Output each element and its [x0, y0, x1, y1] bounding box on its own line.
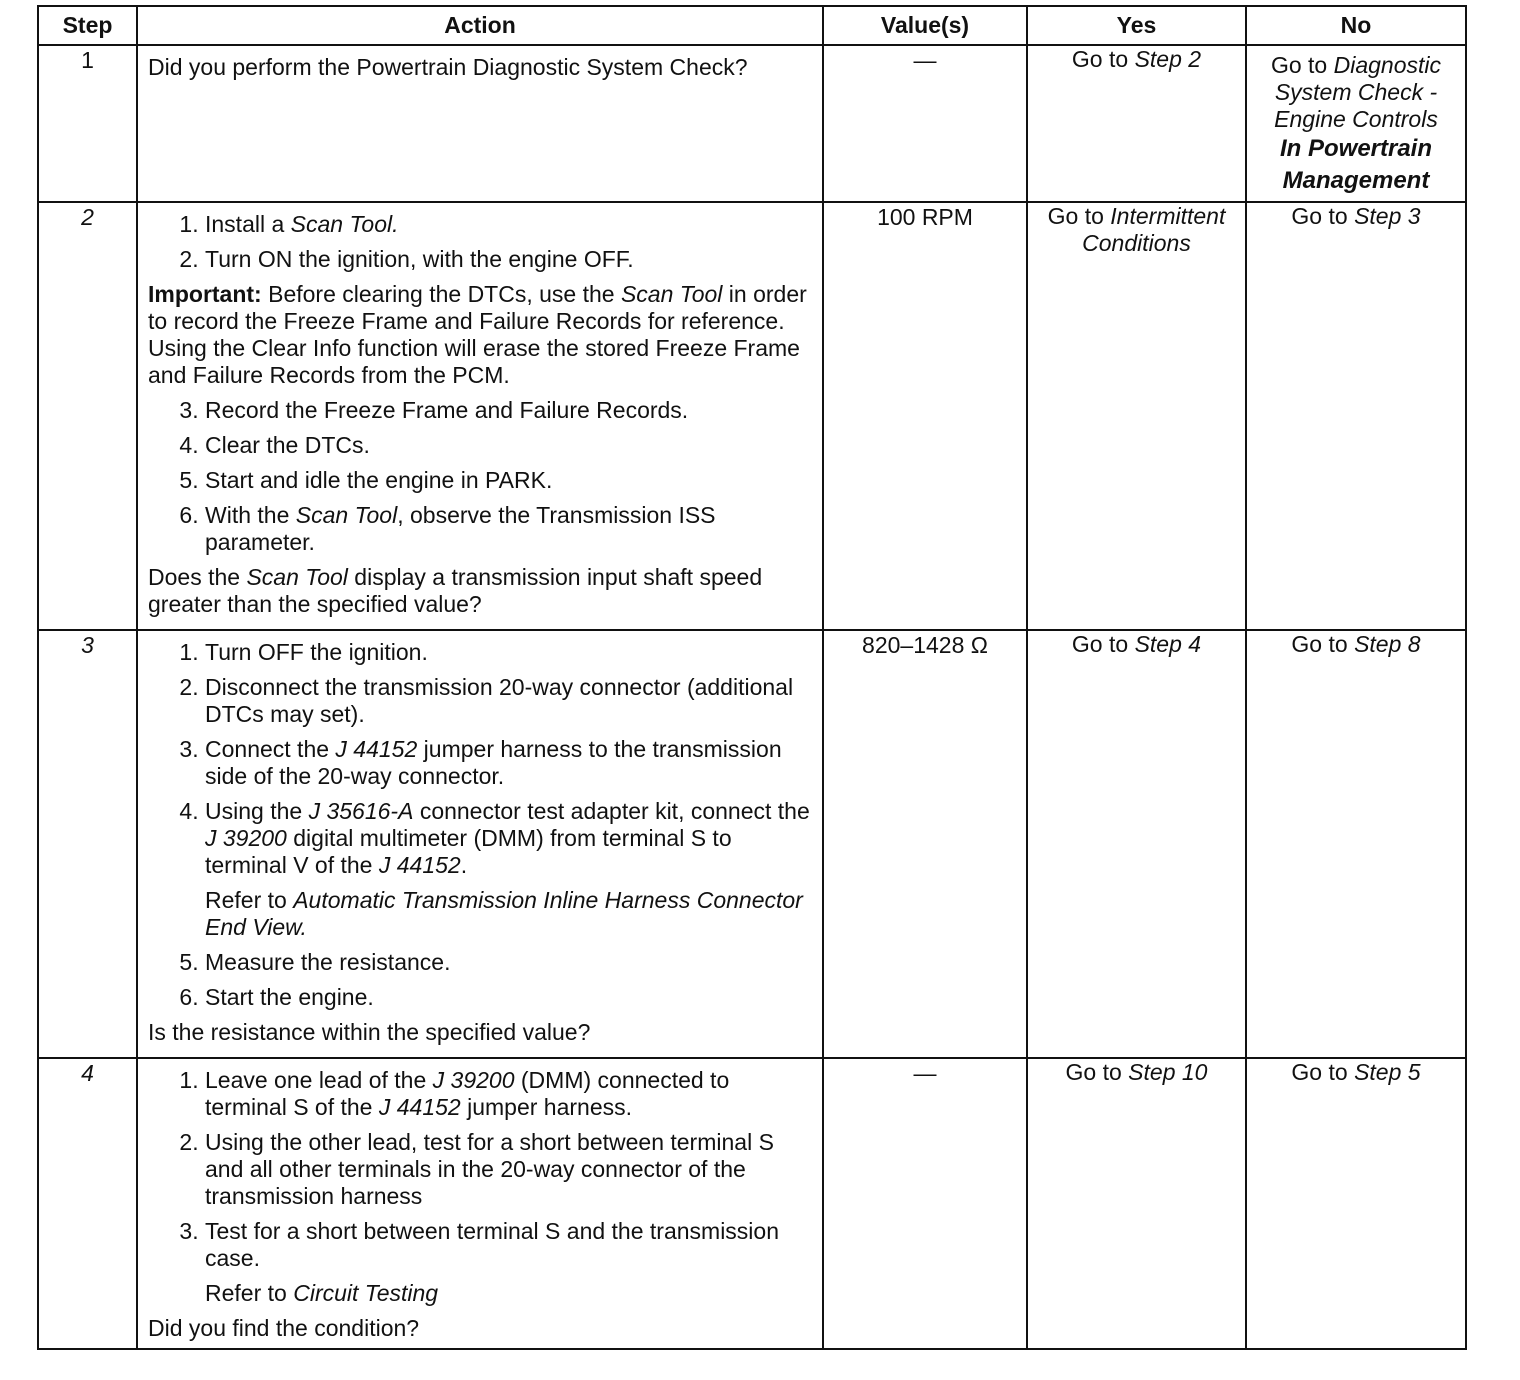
refer-note: Refer to Circuit Testing	[205, 1280, 439, 1306]
no-cell	[1246, 45, 1466, 202]
header-action: Action	[137, 6, 823, 45]
yes-cell	[1027, 1058, 1246, 1349]
go-to-label: Go to	[1291, 631, 1348, 657]
header-no: No	[1246, 6, 1466, 45]
action-step: 3. Test for a short between terminal S and the transmission case. Refer to Circuit Testing	[205, 1218, 814, 1307]
step-reference-link[interactable]: Step 10	[1128, 1059, 1208, 1085]
action-step: 3. Record the Freeze Frame and Failure Records.	[205, 397, 814, 424]
action-cell	[137, 45, 823, 202]
action-step: 3. Connect the J 44152 jumper harness to the transmission side of the 20-way connector.	[205, 736, 814, 790]
yes-cell	[1027, 45, 1246, 202]
action-steps	[148, 1067, 814, 1307]
important-note: Important: Before clearing the DTCs, use the Scan Tool in order to record the Freeze Frame and Failure Records for reference. Using the Clear Info function will erase the stored Freeze Frame and Failure Records from the PCM.	[148, 281, 807, 388]
table-row	[38, 630, 1466, 1058]
value-cell: 820–1428 Ω	[823, 630, 1027, 1058]
action-question: Did you perform the Powertrain Diagnostic System Check?	[148, 54, 748, 80]
reference-link[interactable]: Circuit Testing	[293, 1280, 439, 1306]
go-to-label: Go to	[1270, 52, 1328, 78]
action-cell	[137, 630, 823, 1058]
yes-cell	[1027, 202, 1246, 630]
step-number: 3	[38, 630, 137, 1058]
ref-line: Engine Controls	[1274, 106, 1438, 132]
yes-cell	[1027, 630, 1246, 1058]
action-step: 1. Leave one lead of the J 39200 (DMM) connected to terminal S of the J 44152 jumper harness.	[205, 1067, 814, 1121]
diagnostic-table	[37, 5, 1467, 1350]
header-step: Step	[38, 6, 137, 45]
step-reference-link[interactable]: Step 2	[1134, 46, 1202, 72]
go-to-label: Go to	[1291, 1059, 1348, 1085]
no-cell	[1246, 1058, 1466, 1349]
action-step: 2. Disconnect the transmission 20-way connector (additional DTCs may set).	[205, 674, 814, 728]
action-question: Does the Scan Tool display a transmission input shaft speed greater than the specified value?	[148, 564, 763, 617]
header-row	[38, 6, 1466, 45]
value-cell: 100 RPM	[823, 202, 1027, 630]
table-row	[38, 202, 1466, 630]
action-cell	[137, 202, 823, 630]
go-to-label: Go to	[1071, 46, 1129, 72]
table-row	[38, 45, 1466, 202]
ref-line-bold: In Powertrain	[1279, 135, 1433, 162]
go-to-label: Go to	[1065, 1059, 1122, 1085]
ref-line: Conditions	[1082, 230, 1191, 256]
step-number: 4	[38, 1058, 137, 1349]
step-number: 1	[38, 45, 137, 202]
ref-line: System Check -	[1274, 79, 1438, 105]
refer-note: Refer to Automatic Transmission Inline Harness Connector End View.	[205, 887, 803, 940]
action-steps	[148, 397, 814, 556]
action-step: 2. Turn ON the ignition, with the engine OFF.	[205, 246, 814, 273]
step-reference-link[interactable]: Step 5	[1354, 1059, 1421, 1085]
ref-line-bold: Management	[1282, 167, 1430, 194]
action-step: 4. Using the J 35616-A connector test adapter kit, connect the J 39200 digital multimeter (DMM) from terminal S to terminal V of the J 44152. Refer to Automatic Transmission Inline Harness Connector End View.	[205, 798, 814, 941]
step-reference-link[interactable]: Step 4	[1134, 631, 1202, 657]
reference-link[interactable]: Automatic Transmission Inline Harness Connector End View.	[205, 887, 803, 940]
action-steps	[148, 639, 814, 1011]
step-reference-link[interactable]: Step 3	[1354, 203, 1421, 229]
no-cell	[1246, 202, 1466, 630]
table-row	[38, 1058, 1466, 1349]
go-to-label: Go to	[1071, 631, 1129, 657]
no-reference-link[interactable]	[1249, 52, 1463, 197]
action-step: 5. Start and idle the engine in PARK.	[205, 467, 814, 494]
action-step: 6. Start the engine.	[205, 984, 814, 1011]
action-question: Is the resistance within the specified value?	[148, 1019, 591, 1045]
value-cell: —	[823, 45, 1027, 202]
header-yes: Yes	[1027, 6, 1246, 45]
action-step: 4. Clear the DTCs.	[205, 432, 814, 459]
action-step: 5. Measure the resistance.	[205, 949, 814, 976]
yes-reference-link[interactable]	[1030, 203, 1243, 257]
action-step: 1. Turn OFF the ignition.	[205, 639, 814, 666]
go-to-label: Go to	[1047, 203, 1104, 229]
action-steps	[148, 211, 814, 273]
step-number: 2	[38, 202, 137, 630]
ref-line: Intermittent	[1110, 203, 1226, 229]
no-cell	[1246, 630, 1466, 1058]
action-step: 2. Using the other lead, test for a short between terminal S and all other terminals in the 20-way connector of the transmission harness	[205, 1129, 814, 1210]
action-step: 6. With the Scan Tool, observe the Transmission ISS parameter.	[205, 502, 814, 556]
ref-line: Diagnostic	[1333, 52, 1442, 78]
step-reference-link[interactable]: Step 8	[1354, 631, 1421, 657]
go-to-label: Go to	[1291, 203, 1348, 229]
value-cell: —	[823, 1058, 1027, 1349]
header-values: Value(s)	[823, 6, 1027, 45]
action-cell	[137, 1058, 823, 1349]
action-question: Did you find the condition?	[148, 1315, 420, 1341]
action-step: 1. Install a Scan Tool.	[205, 211, 814, 238]
